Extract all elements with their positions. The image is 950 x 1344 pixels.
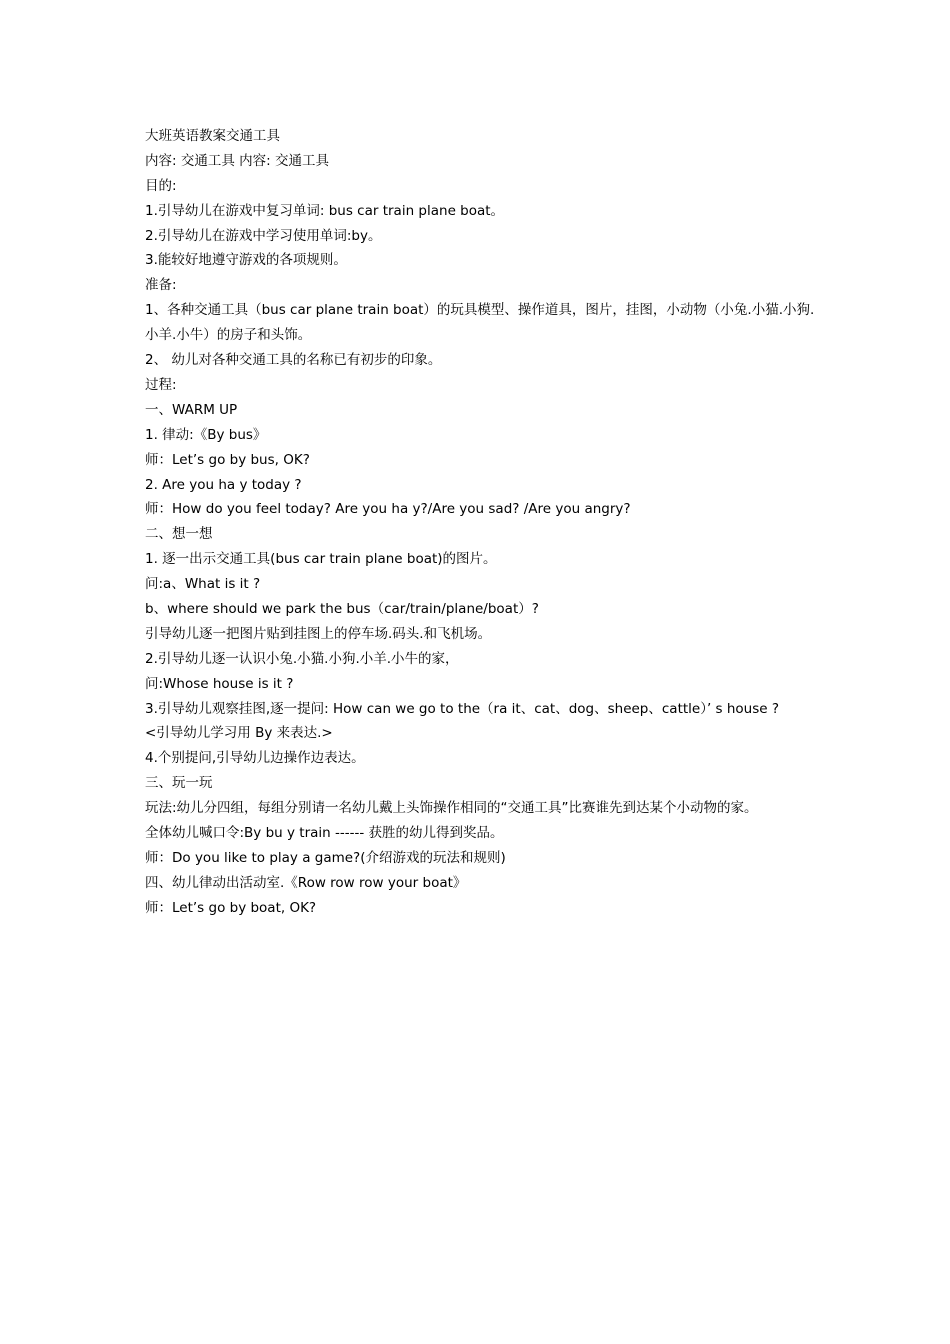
process-heading: 过程:: [145, 376, 177, 393]
objective-item: 1.引导幼儿在游戏中复习单词: bus car train plane boat。: [145, 202, 505, 219]
step-line: 引导幼儿逐一把图片贴到挂图上的停车场.码头.和飞机场。: [145, 625, 492, 642]
preparation-heading: 准备:: [145, 277, 177, 294]
section-heading: 三、玩一玩: [145, 775, 213, 792]
teacher-line: 师：Let’s go by boat, OK?: [145, 899, 317, 916]
step-line: 2.引导幼儿逐一认识小兔.小猫.小狗.小羊.小牛的家，: [145, 650, 459, 667]
step-line: 2. Are you ha y today ?: [145, 476, 302, 493]
question-line: 问:a、What is it ?: [145, 576, 261, 593]
objectives-heading: 目的:: [145, 177, 177, 194]
objective-item: 2.引导幼儿在游戏中学习使用单词:by。: [145, 227, 382, 244]
question-line: b、where should we park the bus（car/train/plane/boat）?: [145, 600, 539, 617]
step-line: 4.个别提问,引导幼儿边操作边表达。: [145, 750, 365, 767]
question-line: 问:Whose house is it ?: [145, 675, 294, 692]
document-body: [145, 124, 825, 921]
teacher-line: 师：Let’s go by bus, OK?: [145, 451, 310, 468]
section-heading: 二、想一想: [145, 526, 213, 543]
step-line: 1. 律动:《By bus》: [145, 426, 267, 443]
preparation-item: 1、各种交通工具（bus car plane train boat）的玩具模型、操作道具，图片，挂图，小动物（小兔.小猫.小狗.小羊.小牛）的房子和头饰。: [145, 302, 815, 344]
document-title: 大班英语教案交通工具: [145, 128, 280, 144]
step-line: 1. 逐一出示交通工具(bus car train plane boat)的图片。: [145, 551, 497, 568]
section-heading: 一、WARM UP: [145, 401, 238, 418]
objective-item: 3.能较好地遵守游戏的各项规则。: [145, 252, 347, 269]
content-line: 内容: 交通工具 内容: 交通工具: [145, 152, 329, 169]
game-rules-line: 全体幼儿喊口令:By bu y train ------ 获胜的幼儿得到奖品。: [145, 824, 504, 841]
step-line: 3.引导幼儿观察挂图,逐一提问: How can we go to the（ra it、cat、dog、sheep、cattle）’ s house ?: [145, 700, 780, 717]
teacher-line: 师：Do you like to play a game?(介绍游戏的玩法和规则): [145, 849, 506, 866]
section-heading: 四、幼儿律动出活动室.《Row row row your boat》: [145, 874, 467, 891]
game-rules-line: 玩法:幼儿分四组，每组分别请一名幼儿戴上头饰操作相同的“交通工具”比赛谁先到达某个小动物的家。: [145, 800, 758, 817]
note-line: <引导幼儿学习用 By 来表达.>: [145, 725, 333, 742]
preparation-item: 2、 幼儿对各种交通工具的名称已有初步的印象。: [145, 352, 442, 369]
teacher-line: 师：How do you feel today? Are you ha y?/Are you sad? /Are you angry?: [145, 501, 631, 518]
